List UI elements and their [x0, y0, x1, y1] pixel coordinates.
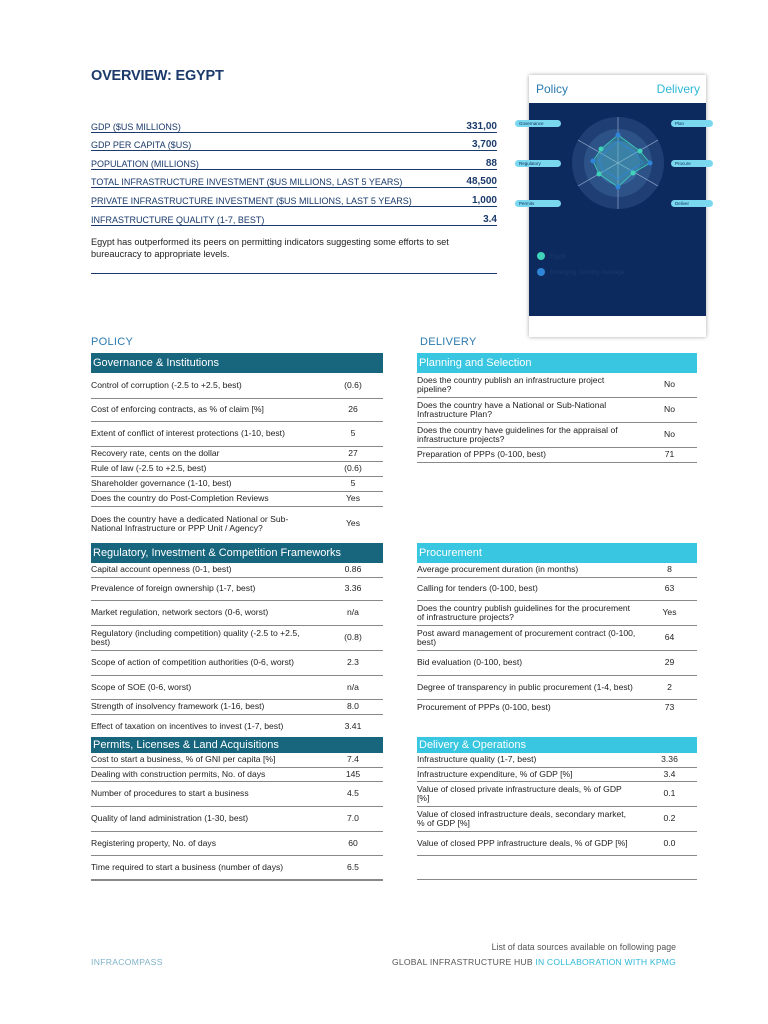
table-row [91, 651, 383, 676]
table-row [417, 676, 697, 700]
row-value: 29 [664, 657, 675, 668]
legend-item [537, 252, 566, 260]
radar-axis-label: Governance [515, 120, 561, 127]
row-label: Cost of enforcing contracts, as % of claim [%] [91, 404, 264, 415]
row-value: 2 [667, 681, 672, 692]
radar-axis-label: Deliver [671, 200, 713, 207]
table-row [417, 753, 697, 768]
summary-text: Egypt has outperformed its peers on permitting indicators suggesting some efforts to set bureaucracy to appropriate levels. [91, 237, 449, 259]
row-label: Capital account openness (0-1, best) [91, 564, 232, 575]
table-row [417, 651, 697, 676]
row-label: Infrastructure quality (1-7, best) [417, 754, 537, 765]
row-value: 63 [664, 583, 675, 594]
permits-table [91, 737, 383, 881]
divider [91, 879, 383, 880]
row-label: Value of closed private infrastructure deals, % of GDP [%] [417, 783, 622, 803]
table-header: Delivery & Operations [417, 737, 697, 753]
row-value: (0.6) [344, 379, 362, 390]
table-row [91, 462, 383, 477]
table-row [417, 563, 697, 578]
footer-credit-main: GLOBAL INFRASTRUCTURE HUB [391, 957, 533, 967]
footer-brand: INFRACOMPASS [91, 957, 163, 967]
table-row [417, 601, 697, 626]
table-row [91, 601, 383, 626]
table-row [417, 782, 697, 807]
table-row [91, 768, 383, 782]
table-row [91, 563, 383, 578]
legend-swatch [537, 268, 545, 276]
row-label: Value of closed PPP infrastructure deals, % of GDP [%] [417, 837, 628, 848]
stat-value: 331,00 [466, 120, 497, 132]
stat-row [91, 151, 497, 170]
row-value: Yes [345, 493, 361, 504]
row-value: No [664, 404, 675, 415]
stat-value: 3.4 [483, 213, 497, 225]
footer-note: List of data sources available on following page [491, 942, 676, 952]
table-row [417, 626, 697, 651]
row-value: 60 [348, 837, 358, 848]
row-value: 7.0 [347, 813, 359, 824]
table-row [91, 856, 383, 881]
table-row [417, 373, 697, 398]
row-label: Number of procedures to start a business [91, 788, 249, 799]
radar-panel [519, 103, 706, 316]
table-row [417, 423, 697, 448]
operations-table [417, 737, 697, 856]
radar-chart-card [519, 75, 706, 337]
row-value: 0.0 [663, 837, 676, 848]
table-row [417, 578, 697, 601]
divider [417, 879, 697, 880]
row-value: 73 [664, 701, 675, 712]
stat-row [91, 207, 497, 226]
row-value: Yes [345, 518, 361, 529]
row-label: Prevalence of foreign ownership (1-7, best) [91, 583, 256, 594]
table-row [91, 373, 383, 399]
table-row [91, 578, 383, 601]
overview-stats [91, 114, 497, 226]
row-label: Dealing with construction permits, No. of days [91, 768, 266, 779]
table-row [91, 782, 383, 807]
table-row [91, 832, 383, 856]
table-row [91, 492, 383, 507]
table-row [417, 448, 697, 463]
row-value: 27 [348, 448, 358, 459]
table-row [91, 626, 383, 651]
radar-point [591, 159, 596, 164]
stat-label: GDP PER CAPITA ($US) [91, 140, 192, 151]
row-value: 3.41 [344, 721, 362, 732]
row-value: 71 [664, 449, 675, 460]
stat-label: POPULATION (MILLIONS) [91, 158, 199, 169]
row-label: Recovery rate, cents on the dollar [91, 448, 220, 459]
row-label: Calling for tenders (0-100, best) [417, 583, 538, 594]
radar-point [638, 149, 643, 154]
row-value: 5 [350, 428, 356, 439]
policy-heading: POLICY [91, 336, 134, 348]
stat-value: 48,500 [466, 176, 497, 188]
row-label: Average procurement duration (in months) [417, 564, 579, 575]
radar-point [648, 161, 653, 166]
stat-label: GDP ($US MILLIONS) [91, 121, 181, 132]
row-value: No [664, 379, 675, 390]
row-label: Does the country publish guidelines for the procurement of infrastructure projects? [417, 602, 631, 622]
row-value: n/a [347, 607, 359, 618]
table-row [91, 807, 383, 832]
table-header: Regulatory, Investment & Competition Frameworks [91, 543, 383, 563]
radar-policy-label: Policy [536, 82, 569, 96]
table-row [91, 422, 383, 447]
table-row [91, 507, 383, 541]
row-label: Infrastructure expenditure, % of GDP [%] [417, 768, 573, 779]
row-label: Registering property, No. of days [91, 837, 216, 848]
row-label: Does the country have guidelines for the appraisal of infrastructure projects? [417, 424, 618, 444]
row-value: 7.4 [347, 754, 359, 765]
table-row [91, 477, 383, 492]
row-label: Does the country do Post-Completion Reviews [91, 493, 269, 504]
row-label: Procurement of PPPs (0-100, best) [417, 701, 551, 712]
stat-label: TOTAL INFRASTRUCTURE INVESTMENT ($US MILLIONS, LAST 5 YEARS) [91, 177, 403, 188]
table-row [91, 447, 383, 462]
stat-value: 1,000 [471, 194, 497, 206]
row-value: 8 [667, 564, 672, 575]
row-label: Scope of SOE (0-6, worst) [91, 681, 192, 692]
row-value: 6.5 [347, 862, 359, 873]
row-value: 4.5 [347, 788, 359, 799]
legend-item [537, 268, 624, 276]
table-row [91, 676, 383, 700]
legend-swatch [537, 252, 545, 260]
row-value: (0.6) [344, 463, 362, 474]
radar-axis-label: Permits [515, 200, 561, 207]
row-label: Scope of action of competition authorities (0-6, worst) [91, 657, 295, 668]
row-label: Time required to start a business (number of days) [91, 862, 284, 873]
row-label: Market regulation, network sectors (0-6, worst) [91, 607, 269, 618]
radar-axis-label: Regulatory [515, 160, 561, 167]
page-title: OVERVIEW: EGYPT [91, 68, 224, 84]
legend-label: Egypt [550, 252, 566, 260]
table-row [417, 398, 697, 423]
row-label: Degree of transparency in public procurement (1-4, best) [417, 681, 633, 692]
row-label: Extent of conflict of interest protections (1-10, best) [91, 428, 285, 439]
table-row [417, 700, 697, 715]
row-value: 145 [345, 768, 361, 779]
table-row [417, 768, 697, 782]
radar-point [599, 147, 604, 152]
table-header: Planning and Selection [417, 353, 697, 373]
row-value: 8.0 [347, 701, 359, 712]
stat-label: INFRASTRUCTURE QUALITY (1-7, BEST) [91, 214, 265, 225]
stat-label: PRIVATE INFRASTRUCTURE INVESTMENT ($US MILLIONS, LAST 5 YEARS) [91, 195, 412, 206]
row-value: 0.1 [663, 788, 676, 799]
table-row [417, 807, 697, 832]
row-label: Bid evaluation (0-100, best) [417, 657, 523, 668]
stat-row [91, 114, 497, 133]
row-label: Shareholder governance (1-10, best) [91, 478, 232, 489]
stat-row [91, 170, 497, 189]
radar-point [631, 171, 636, 176]
planning-table [417, 353, 697, 463]
row-label: Value of closed infrastructure deals, secondary market, % of GDP [%] [417, 808, 627, 828]
row-value: Yes [662, 607, 677, 618]
table-header: Procurement [417, 543, 697, 563]
row-value: 2.3 [347, 657, 359, 668]
row-value: n/a [347, 681, 359, 692]
delivery-heading: DELIVERY [420, 336, 477, 348]
procurement-table [417, 543, 697, 715]
stat-value: 88 [485, 157, 497, 169]
row-label: Effect of taxation on incentives to invest (1-7, best) [91, 721, 284, 732]
row-label: Rule of law (-2.5 to +2.5, best) [91, 463, 207, 474]
governance-table [91, 353, 383, 541]
row-label: Does the country have a dedicated National or Sub-National Infrastructure or PPP Unit / Agency? [91, 513, 289, 533]
table-row [417, 832, 697, 856]
stat-row [91, 133, 497, 152]
row-label: Post award management of procurement contract (0-100, best) [417, 627, 636, 647]
radar-axis-label: Procure [671, 160, 713, 167]
radar-delivery-label: Delivery [656, 82, 700, 96]
table-header: Governance & Institutions [91, 353, 383, 373]
regulatory-table [91, 543, 383, 739]
row-value: (0.8) [344, 632, 362, 643]
row-label: Preparation of PPPs (0-100, best) [417, 449, 546, 460]
row-value: 0.86 [344, 564, 362, 575]
row-value: 3.36 [344, 583, 362, 594]
table-header: Permits, Licenses & Land Acquisitions [91, 737, 383, 753]
row-label: Quality of land administration (1-30, best) [91, 813, 249, 824]
table-row [91, 399, 383, 422]
row-value: 64 [664, 632, 675, 643]
row-label: Control of corruption (-2.5 to +2.5, best) [91, 379, 242, 390]
row-label: Cost to start a business, % of GNI per capita [%] [91, 754, 276, 765]
row-value: 3.36 [661, 754, 678, 765]
row-label: Does the country publish an infrastructure project pipeline? [417, 374, 605, 394]
radar-point [597, 172, 602, 177]
radar-point [616, 185, 621, 190]
row-label: Does the country have a National or Sub-National Infrastructure Plan? [417, 399, 607, 419]
row-value: 0.2 [663, 813, 676, 824]
row-label: Regulatory (including competition) quality (-2.5 to +2.5, best) [91, 627, 300, 647]
row-value: No [664, 429, 675, 440]
row-value: 26 [348, 404, 358, 415]
radar-axis-label: Plan [671, 120, 713, 127]
table-row [91, 715, 383, 739]
footer-credit [392, 957, 676, 967]
row-label: Strength of insolvency framework (1-16, best) [91, 701, 265, 712]
table-row [91, 753, 383, 768]
stat-value: 3,700 [471, 139, 497, 151]
radar-point [616, 133, 621, 138]
row-value: 5 [350, 478, 356, 489]
stat-row [91, 188, 497, 207]
row-value: 3.4 [663, 768, 676, 779]
footer-credit-highlight: IN COLLABORATION WITH KPMG [532, 957, 676, 967]
divider [91, 273, 497, 274]
table-row [91, 700, 383, 715]
radar-chart [529, 103, 706, 316]
legend-label: Emerging Country Average [550, 268, 625, 276]
